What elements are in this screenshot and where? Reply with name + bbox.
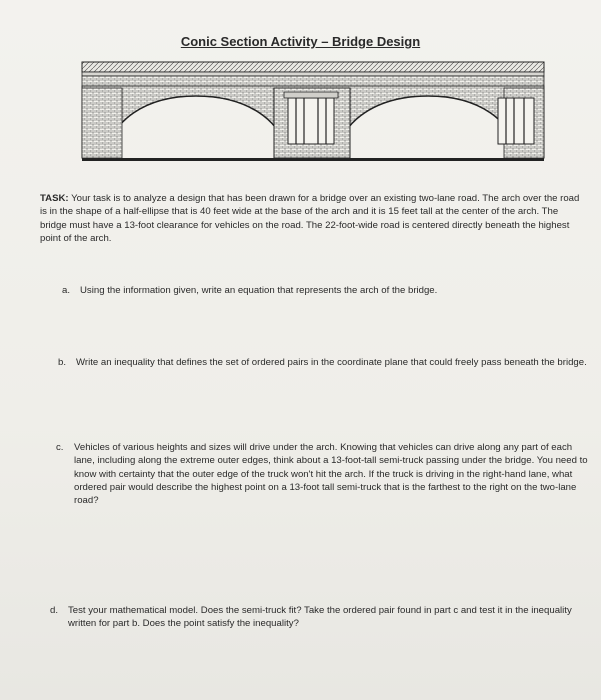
question-label: b.: [58, 357, 67, 368]
question-label: a.: [62, 285, 71, 296]
page-title: Conic Section Activity – Bridge Design: [180, 34, 421, 49]
question-c: [56, 441, 588, 507]
question-a: [62, 284, 572, 297]
question-text: Using the information given, write an equation that represents the arch of the bridge.: [80, 285, 438, 296]
task-text: Your task is to analyze a design that has been drawn for a bridge over an existing two-lane road. The arch over the road is in the shape of a half-ellipse that is 40 feet wide at the base of the arch and it is 15 feet tall at the center of the arch. The bridge must have a 13-foot clearance for vehicles on the road. The 22-foot-wide road is centered directly beneath the highest point of the arch.: [40, 193, 580, 244]
question-label: d.: [50, 605, 59, 616]
task-paragraph: [40, 192, 580, 245]
bridge-illustration: [78, 58, 548, 173]
question-d: [50, 604, 595, 631]
question-text: Test your mathematical model. Does the semi-truck fit? Take the ordered pair found in part c and test it in the inequality written for part b. Does the point satisfy the inequality?: [68, 605, 572, 630]
question-b: [58, 356, 588, 369]
question-text: Write an inequality that defines the set of ordered pairs in the coordinate plane that could freely pass beneath the bridge.: [76, 357, 587, 368]
task-label: TASK:: [40, 193, 69, 204]
question-label: c.: [56, 442, 64, 453]
question-text: Vehicles of various heights and sizes will drive under the arch. Knowing that vehicles can drive along any part of each lane, including along the extreme outer edges, think about a 13-foot-tall semi-truck passing under the bridge. You need to know with certainty that the outer edge of the truck won't hit the arch. If the truck is driving in the right-hand lane, what ordered pair would describe the highest point on a 13-foot tall semi-truck that is the farthest to the right on the two-lane road?: [74, 442, 588, 507]
